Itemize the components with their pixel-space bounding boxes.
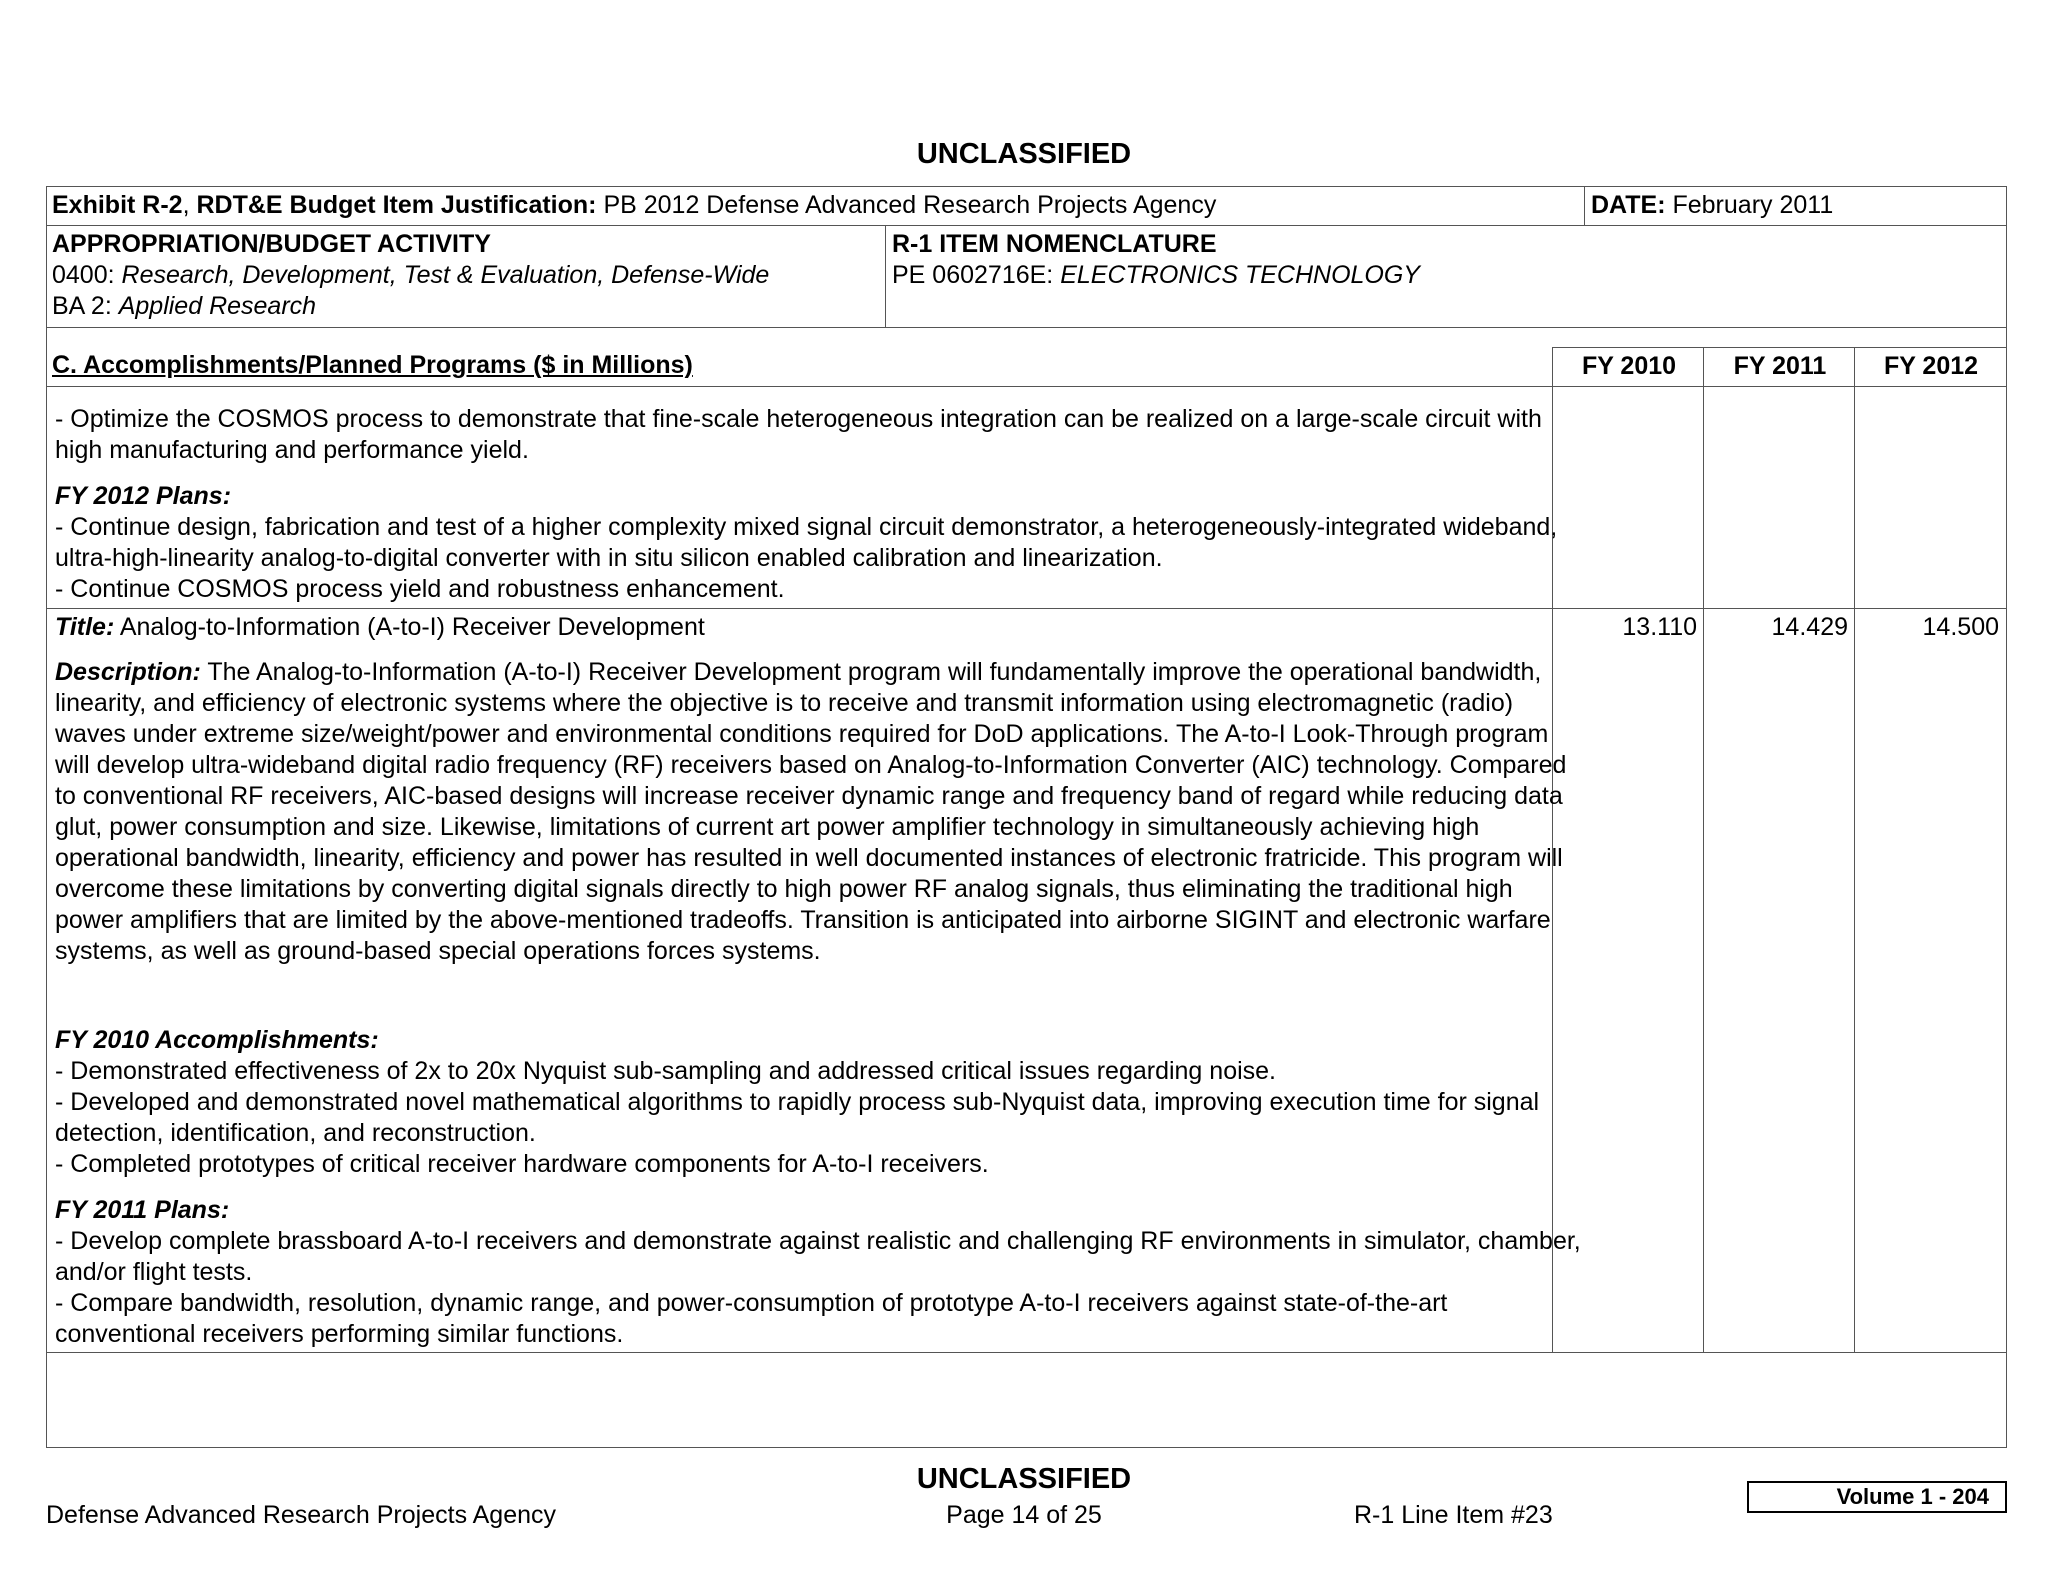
footer-agency: Defense Advanced Research Projects Agency [46,1501,557,1529]
plans-2012-list [55,512,1585,605]
list-item: - Demonstrated effectiveness of 2x to 20x Nyquist sub-sampling and addressed critical issues regarding noise. [55,1057,1276,1085]
plans-2011-heading: FY 2011 Plans: [55,1196,230,1224]
list-item: - Continue COSMOS process yield and robustness enhancement. [55,575,785,603]
program-title-label: Title: [55,613,115,641]
fy-header-2010: FY 2010 [1581,352,1677,380]
budget-label: RDT&E Budget Item Justification: [196,191,597,219]
footer-volume: Volume 1 - 204 [1747,1481,2007,1513]
exhibit-label: Exhibit R-2 [52,191,183,219]
divider [1584,186,1585,226]
date-value: February 2011 [1665,191,1834,219]
program-value-fy2010: 13.110 [1622,613,1697,641]
date-label: DATE: [1591,191,1666,219]
section-title: C. Accomplishments/Planned Programs ($ in Millions) [52,351,693,379]
exhibit-line [52,190,1216,221]
program-title-value: Analog-to-Information (A-to-I) Receiver Development [114,613,705,641]
plans-2011-list [55,1226,1585,1350]
divider [885,225,886,327]
divider [1552,347,2007,348]
appropriation-line [52,260,769,291]
appropriation-name: Research, Development, Test & Evaluation, Defense-Wide [121,261,770,289]
ba-name: Applied Research [118,292,317,320]
description-label: Description: [55,658,201,686]
fy-header-2011: FY 2011 [1733,352,1827,380]
program-value-fy2011: 14.429 [1771,613,1848,641]
footer-page: Page 14 of 25 [946,1501,1102,1529]
divider [46,225,2007,226]
classification-top: UNCLASSIFIED [916,138,1132,170]
ba-code: BA 2: [52,292,119,320]
program-value-fy2012: 14.500 [1922,613,1999,641]
ba-line [52,291,316,322]
exhibit-sep: , [182,191,197,219]
list-item: - Completed prototypes of critical receiver hardware components for A-to-I receivers. [55,1150,989,1178]
divider [1703,347,1704,1352]
appropriation-label: APPROPRIATION/BUDGET ACTIVITY [52,230,491,258]
date-line [1591,190,1833,221]
list-item: - Developed and demonstrated novel mathematical algorithms to rapidly process sub-Nyquist data, improving execution time for signal detection, identification, and reconstruction. [55,1088,1540,1147]
divider [1854,347,1855,1352]
pe-code: PE 0602716E: [892,261,1061,289]
pe-line [892,260,1420,291]
nomenclature-label: R-1 ITEM NOMENCLATURE [892,230,1217,258]
divider [46,1352,2007,1353]
divider [46,327,2007,328]
divider [46,386,2007,387]
fy-header-2012: FY 2012 [1883,352,1979,380]
continuation-bullet: - Optimize the COSMOS process to demonstrate that fine-scale heterogeneous integration can be realized on a large-scale circuit with high manufacturing and performance yield. [55,405,1542,464]
plans-2012-heading: FY 2012 Plans: [55,482,232,510]
description-text: The Analog-to-Information (A-to-I) Receiver Development program will fundamentally improve the operational bandwidth, linearity, and efficiency of electronic systems where the objective is to receive and transmit information using electromagnetic (radio) waves under extreme size/weight/power and environmental conditions required for DoD applications. The A-to-I Look-Through program will develop ultra-wideband digital radio frequency (RF) receivers based on Analog-to-Information Converter (AIC) technology. Compared to conventional RF receivers, AIC-based designs will increase receiver dynamic range and frequency band of regard while reducing data glut, power consumption and size. Likewise, limitations of current art power amplifier technology in simultaneously achieving high operational bandwidth, linearity, efficiency and power has resulted in well documented instances of electronic fratricide. This program will overcome these limitations by converting digital signals directly to high power RF analog signals, thus eliminating the traditional high power amplifiers that are limited by the above-mentioned tradeoffs. Transition is anticipated into airborne SIGINT and electronic warfare systems, as well as ground-based special operations forces systems. [55,658,1567,965]
acc-2010-list [55,1056,1585,1180]
footer-line-item: R-1 Line Item #23 [1354,1501,1553,1529]
classification-bottom: UNCLASSIFIED [916,1463,1132,1495]
divider [46,608,2007,609]
acc-2010-heading: FY 2010 Accomplishments: [55,1026,379,1054]
list-item: - Develop complete brassboard A-to-I receivers and demonstrate against realistic and challenging RF environments in simulator, chamber, and/or flight tests. [55,1227,1581,1286]
pe-name: ELECTRONICS TECHNOLOGY [1060,261,1420,289]
budget-value: PB 2012 Defense Advanced Research Projects Agency [596,191,1217,219]
list-item: - Continue design, fabrication and test of a higher complexity mixed signal circuit demonstrator, a heterogeneously-integrated wideband, ultra-high-linearity analog-to-digital converter with in situ silicon enabled calibration and linearization. [55,513,1558,572]
program-description [55,657,1585,967]
list-item: - Compare bandwidth, resolution, dynamic range, and power-consumption of prototype A-to-I receivers against state-of-the-art conventional receivers performing similar functions. [55,1289,1448,1348]
program-title [55,612,705,643]
appropriation-code: 0400: [52,261,122,289]
